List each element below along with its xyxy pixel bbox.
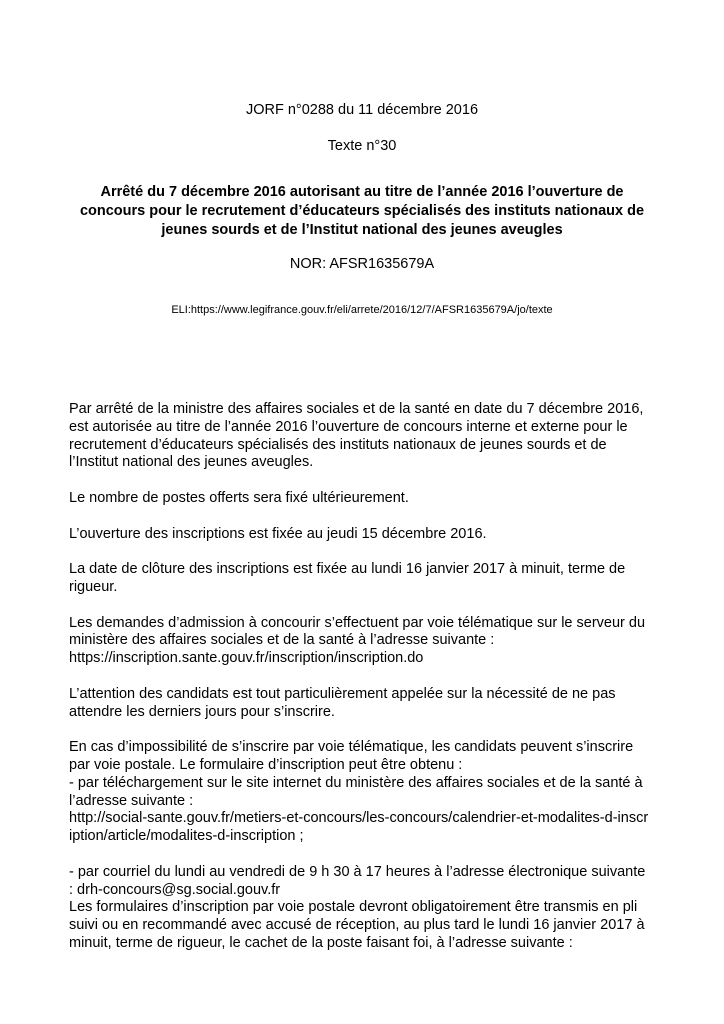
text-line: L’attention des candidats est tout particulièrement appelée sur la nécessité de ne pas xyxy=(69,685,616,702)
text-line: Les demandes d’admission à concourir s’effectuent par voie télématique sur le serveur du xyxy=(69,614,646,631)
text-line: attendre les derniers jours pour s’inscrire. xyxy=(69,703,335,720)
text-line: Par arrêté de la ministre des affaires sociales et de la santé en date du 7 décembre 2016, xyxy=(69,401,644,417)
text-line: Le nombre de postes offerts sera fixé ultérieurement. xyxy=(69,489,409,506)
text-line: En cas d’impossibilité de s’inscrire par voie télématique, les candidats peuvent s’inscrire xyxy=(69,739,634,756)
inscription-url[interactable]: https://inscription.sante.gouv.fr/inscription/inscription.do xyxy=(69,650,424,667)
paragraph-email-and-postal xyxy=(69,864,669,953)
ministry-url-continued[interactable]: iption/article/modalites-d-inscription ; xyxy=(69,828,304,845)
paragraph-posts xyxy=(69,490,669,508)
text-line: l’Institut national des jeunes aveugles. xyxy=(69,454,314,471)
text-line: l’adresse suivante : xyxy=(69,792,194,809)
text-line: - par courriel du lundi au vendredi de 9 h 30 à 17 heures à l’adresse électronique suivante xyxy=(69,863,646,880)
text-line: suivi ou en recommandé avec accusé de réception, au plus tard le lundi 16 janvier 2017 à xyxy=(69,917,645,934)
text-number: Texte n°30 xyxy=(327,138,397,154)
paragraph-opening xyxy=(69,526,669,544)
title-line: jeunes sourds et de l’Institut national des jeunes aveugles xyxy=(161,222,563,238)
text-line: par voie postale. Le formulaire d’inscription peut être obtenu : xyxy=(69,756,463,773)
text-line: est autorisée au titre de l’année 2016 l’ouverture de concours interne et externe pour le xyxy=(69,418,628,435)
text-line: L’ouverture des inscriptions est fixée au jeudi 15 décembre 2016. xyxy=(69,525,487,542)
title-line: concours pour le recrutement d’éducateurs spécialisés des instituts nationaux de xyxy=(79,203,645,219)
text-line: rigueur. xyxy=(69,578,118,595)
paragraph-authorization xyxy=(69,401,669,472)
paragraph-online-application xyxy=(69,615,669,668)
title-line: Arrêté du 7 décembre 2016 autorisant au titre de l’année 2016 l’ouverture de xyxy=(100,184,624,200)
email-address[interactable]: : drh-concours@sg.social.gouv.fr xyxy=(69,881,281,898)
text-line: minuit, terme de rigueur, le cachet de la poste faisant foi, à l’adresse suivante : xyxy=(69,934,573,951)
paragraph-closing xyxy=(69,561,669,597)
nor-number: NOR: AFSR1635679A xyxy=(289,256,435,272)
text-line: - par téléchargement sur le site internet du ministère des affaires sociales et de la santé à xyxy=(69,774,643,791)
paragraph-attention xyxy=(69,686,669,722)
text-line: recrutement d’éducateurs spécialisés des instituts nationaux de jeunes sourds et de xyxy=(69,436,607,453)
decree-body xyxy=(69,401,669,953)
jorf-reference: JORF n°0288 du 11 décembre 2016 xyxy=(245,102,479,118)
decree-title xyxy=(62,183,662,240)
ministry-url[interactable]: http://social-sante.gouv.fr/metiers-et-concours/les-concours/calendrier-et-modalites-d-inscr xyxy=(69,810,649,827)
text-line: Les formulaires d’inscription par voie postale devront obligatoirement être transmis en pli xyxy=(69,899,638,916)
eli-link[interactable]: ELI:https://www.legifrance.gouv.fr/eli/arrete/2016/12/7/AFSR1635679A/jo/texte xyxy=(171,304,553,316)
text-line: ministère des affaires sociales et de la santé à l’adresse suivante : xyxy=(69,632,495,649)
paragraph-postal-application xyxy=(69,739,669,846)
text-line: La date de clôture des inscriptions est fixée au lundi 16 janvier 2017 à minuit, terme de xyxy=(69,561,626,578)
